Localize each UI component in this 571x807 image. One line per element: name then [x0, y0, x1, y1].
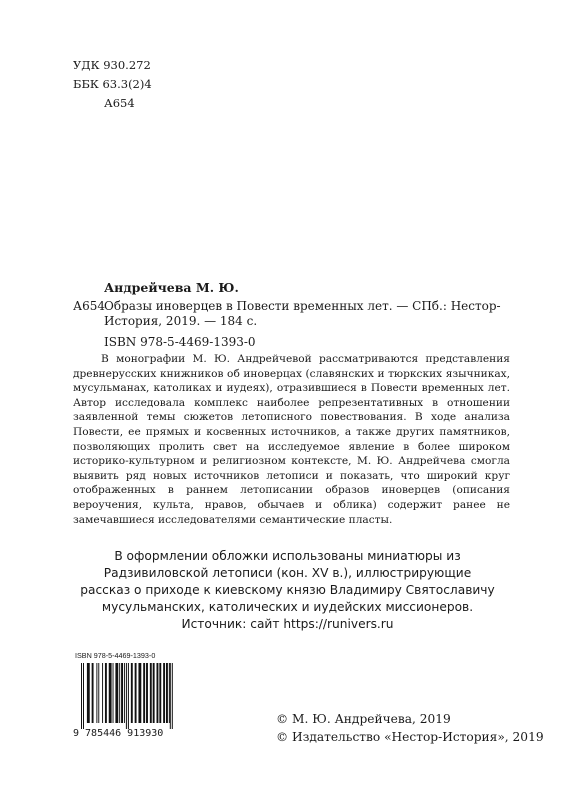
barcode-bar [143, 663, 145, 723]
barcode-bar [87, 663, 90, 723]
barcode-bar [98, 663, 99, 723]
barcode-bar [126, 663, 127, 729]
barcode-bar [135, 663, 137, 723]
barcode-bar [83, 663, 84, 729]
catalog-author: Андрейчева М. Ю. [104, 280, 239, 295]
barcode [73, 651, 178, 746]
barcode-bar [115, 663, 118, 723]
copyright-author: © М. Ю. Андрейчева, 2019 [276, 712, 451, 726]
author-sign: А654 [104, 96, 135, 110]
barcode-bar [138, 663, 141, 723]
barcode-bar [124, 663, 125, 723]
catalog-code: А654 [73, 299, 105, 313]
barcode-bar [96, 663, 97, 723]
barcode-bar [131, 663, 133, 723]
barcode-bar [102, 663, 103, 723]
barcode-bar [81, 663, 82, 729]
barcode-bar [128, 663, 129, 729]
barcode-bar [170, 663, 171, 729]
barcode-bar [163, 663, 165, 723]
barcode-bar [169, 663, 170, 723]
barcode-bars [73, 663, 178, 729]
barcode-bar [146, 663, 148, 723]
barcode-bar [159, 663, 161, 723]
barcode-digits: 9 785446 913930 [73, 728, 164, 739]
barcode-bar [172, 663, 173, 729]
copyright-publisher: © Издательство «Нестор-История», 2019 [276, 730, 544, 744]
barcode-bar [150, 663, 152, 723]
abstract [73, 352, 510, 527]
barcode-bar [109, 663, 112, 723]
bbk-index: ББК 63.3(2)4 [73, 77, 152, 91]
barcode-bar [153, 663, 155, 723]
abstract-text: В монографии М. Ю. Андрейчевой рассматриваются представления древнерусских книжников об иноверцах (славянских и тюркских язычниках, мусульманах, католиках и иудеях), отразившиеся в Повести временных лет. Автор исследовала комплекс наиболее репрезентативных в отношении заявленной темы сюжетов летописного повествования. В ходе анализа Повести, ее прямых и косвенных источников, а также других памятников, позволяющих пролить свет на исследуемое явление в более широком историко-культурном и религиозном контексте, М. Ю. Андрейчева смогла выявить ряд новых источников летописи и показать, что широкий круг отображенных в раннем летописании образов иноверцев (описания вероучения, культа, нравов, обычаев и облика) содержит ранее не замечавшиеся исследователями семантические пласты. [73, 353, 510, 526]
cover-note: В оформлении обложки использованы миниатюры из Радзивиловской летописи (кон. XV в.), иллюстрирующие рассказ о приходе к киевскому князю Владимиру Святославичу мусульманских, католических и иудейских миссионеров. Источник: сайт https://runivers.ru [80, 549, 495, 631]
barcode-bar [92, 663, 94, 723]
udk-index: УДК 930.272 [73, 58, 151, 72]
barcode-bar [105, 663, 107, 723]
barcode-bar [121, 663, 123, 723]
barcode-bar [166, 663, 168, 723]
barcode-bar [119, 663, 120, 723]
catalog-isbn: ISBN 978-5-4469-1393-0 [104, 335, 256, 349]
barcode-bar [113, 663, 114, 723]
barcode-isbn-label: ISBN 978-5-4469-1393-0 [75, 651, 156, 660]
catalog-title: Образы иноверцев в Повести временных лет. — СПб.: Нестор-История, 2019. — 184 с. [104, 299, 501, 328]
barcode-bar [157, 663, 159, 723]
